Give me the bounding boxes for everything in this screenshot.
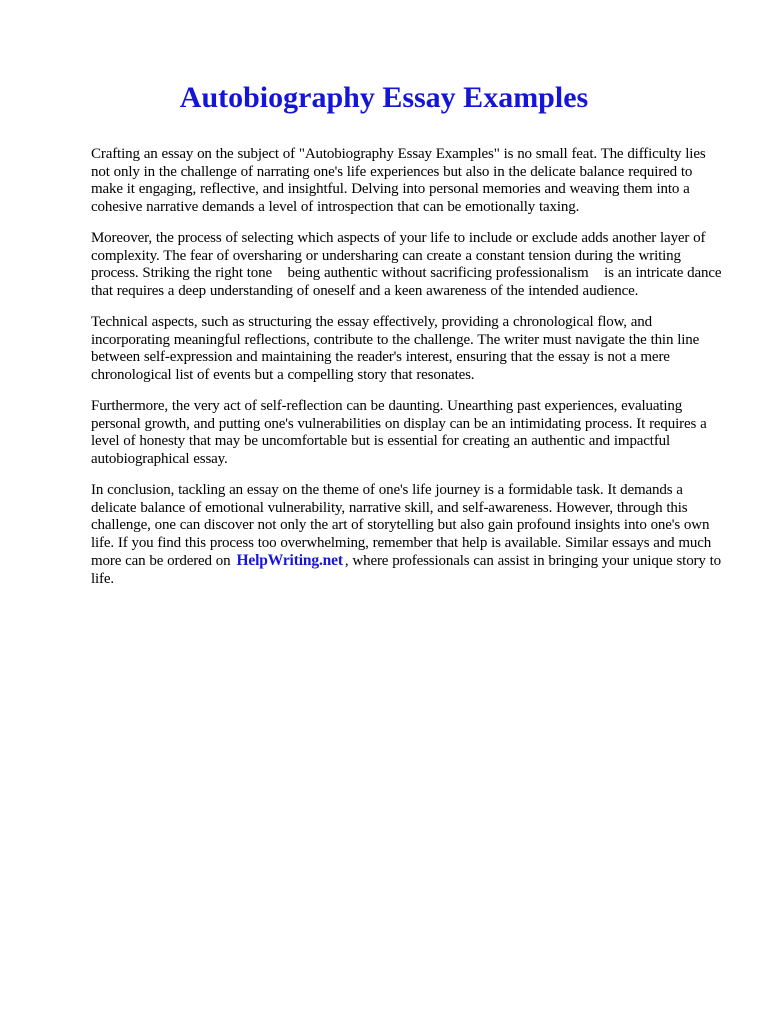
- paragraph-complexity: Moreover, the process of selecting which aspects of your life to include or exclude adds another layer of complexity. The fear of oversharing or undersharing can create a constant tension during the writing process. Striking the right tone being authentic without sacrificing professionalism is an intricate dance that requires a deep understanding of oneself and a keen awareness of the intended audience.: [91, 230, 726, 299]
- paragraph-technical: Technical aspects, such as structuring the essay effectively, providing a chronological flow, and incorporating meaningful reflections, contribute to the challenge. The writer must navigate the thin line between self-expression and maintaining the reader's interest, ensuring that the essay is not a mere chronological list of events but a compelling story that resonates.: [91, 314, 700, 383]
- helpwriting-link[interactable]: HelpWriting.net: [236, 552, 343, 569]
- paragraph-self-reflection: Furthermore, the very act of self-reflection can be daunting. Unearthing past experiences, evaluating personal growth, and putting one's vulnerabilities on display can be an intimidating process. It requires a level of honesty that may be uncomfortable but is essential for creating an authentic and impactful autobiographical essay.: [91, 398, 707, 467]
- conclusion-text: In conclusion, tackling an essay on the theme of one's life journey is a formidable task. It demands a delicate balance of emotional vulnerability, narrative skill, and self-awareness. However, through this challenge, one can discover not only the art of storytelling but also gain profound insights into one's own life. If you find this process too overwhelming, remember that help is available. Similar essays and much more can be ordered on: [91, 482, 712, 569]
- paragraph-intro: Crafting an essay on the subject of "Autobiography Essay Examples" is no small feat. The difficulty lies not only in the challenge of narrating one's life experiences but also in the delicate balance required to make it engaging, reflective, and insightful. Delving into personal memories and weaving them into a cohesive narrative demands a level of introspection that can be emotionally taxing.: [91, 146, 706, 215]
- paragraph-conclusion: [91, 482, 726, 588]
- document-title: Autobiography Essay Examples: [179, 81, 589, 114]
- document-body: [91, 146, 726, 602]
- conclusion-text-end: , where professionals can assist in bringing your unique story to life.: [91, 553, 722, 587]
